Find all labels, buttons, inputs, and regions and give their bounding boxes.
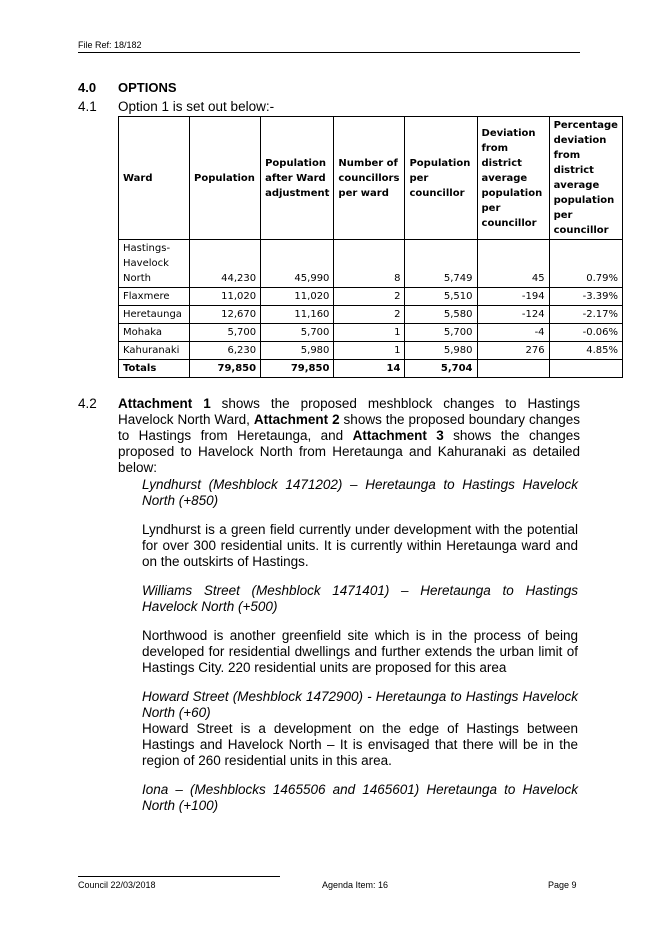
footer-agenda-item: Agenda Item: 16: [322, 880, 389, 890]
deviation-cell: -124: [477, 306, 549, 324]
column-header: Population per councillor: [405, 117, 477, 240]
total-per-councillor: 5,704: [405, 360, 477, 378]
deviation-cell: 276: [477, 342, 549, 360]
paragraph-number: 4.2: [78, 396, 97, 411]
deviation-cell: 45: [477, 240, 549, 288]
ward-cell: [119, 240, 190, 288]
percentage-deviation-cell: -2.17%: [549, 306, 622, 324]
williams-street-body: Northwood is another greenfield site which is in the process of being developed for residential dwellings and further extends the urban limit of Hastings City. 220 residential units are proposed for this area: [142, 628, 578, 675]
population-cell: 44,230: [190, 240, 261, 288]
paragraph-4-1: [78, 99, 274, 114]
table-header-row: [119, 117, 623, 240]
ward-cell: Mohaka: [119, 324, 190, 342]
footer-meeting-date: Council 22/03/2018: [78, 880, 156, 890]
empty-cell: [549, 360, 622, 378]
population-cell: 12,670: [190, 306, 261, 324]
column-header: Number of councillors per ward: [334, 117, 405, 240]
paragraph-number: 4.1: [78, 99, 97, 114]
column-header: Population: [190, 117, 261, 240]
table-row: [119, 240, 623, 288]
population-cell: 6,230: [190, 342, 261, 360]
howard-street-body: Howard Street is a development on the edge of Hastings between Hastings and Havelock North – It is envisaged that there will be in the region of 260 residential units in this area.: [142, 721, 578, 768]
totals-row: [119, 360, 623, 378]
percentage-deviation-cell: -0.06%: [549, 324, 622, 342]
councillors-cell: 1: [334, 324, 405, 342]
deviation-cell: -4: [477, 324, 549, 342]
per-councillor-cell: 5,700: [405, 324, 477, 342]
councillors-cell: 2: [334, 288, 405, 306]
attachment-1-ref: Attachment 1: [118, 396, 211, 411]
howard-street-heading: Howard Street (Meshblock 1472900) - Heretaunga to Hastings Havelock North (+60): [142, 689, 578, 720]
after-adjustment-cell: 11,020: [261, 288, 334, 306]
paragraph-4-2: [78, 396, 580, 476]
percentage-deviation-cell: -3.39%: [549, 288, 622, 306]
ward-name-line: Hastings-: [123, 243, 171, 254]
total-population: 79,850: [190, 360, 261, 378]
table-row: [119, 324, 623, 342]
ward-cell: Flaxmere: [119, 288, 190, 306]
ward-name-line: North: [123, 273, 151, 284]
population-cell: 11,020: [190, 288, 261, 306]
file-reference: File Ref: 18/182: [78, 40, 142, 50]
ward-cell: Heretaunga: [119, 306, 190, 324]
after-adjustment-cell: 45,990: [261, 240, 334, 288]
population-cell: 5,700: [190, 324, 261, 342]
paragraph-text: [118, 396, 580, 476]
attachment-2-ref: Attachment 2: [253, 412, 340, 427]
after-adjustment-cell: 11,160: [261, 306, 334, 324]
percentage-deviation-cell: 0.79%: [549, 240, 622, 288]
after-adjustment-cell: 5,700: [261, 324, 334, 342]
lyndhurst-heading: Lyndhurst (Meshblock 1471202) – Heretaunga to Hastings Havelock North (+850): [142, 477, 578, 508]
total-councillors: 14: [334, 360, 405, 378]
column-header: Percentage deviation from district average population per councillor: [549, 117, 622, 240]
councillors-cell: 8: [334, 240, 405, 288]
empty-cell: [477, 360, 549, 378]
councillors-cell: 1: [334, 342, 405, 360]
attachment-3-ref: Attachment 3: [352, 428, 444, 443]
williams-street-heading: Williams Street (Meshblock 1471401) – Heretaunga to Hastings Havelock North (+500): [142, 583, 578, 614]
paragraph-text: Option 1 is set out below:-: [118, 99, 275, 114]
per-councillor-cell: 5,580: [405, 306, 477, 324]
footer-divider: [78, 876, 280, 877]
per-councillor-cell: 5,510: [405, 288, 477, 306]
footer-page-number: Page 9: [548, 880, 577, 890]
ward-population-table: [118, 116, 623, 378]
paragraph-fragment: shows the proposed boundary changes to Hastings from Heretaunga, and: [118, 412, 581, 443]
per-councillor-cell: 5,749: [405, 240, 477, 288]
ward-name-line: Havelock: [123, 258, 169, 269]
iona-heading: Iona – (Meshblocks 1465506 and 1465601) Heretaunga to Havelock North (+100): [142, 782, 578, 813]
table-row: [119, 342, 623, 360]
per-councillor-cell: 5,980: [405, 342, 477, 360]
column-header: Ward: [119, 117, 190, 240]
section-number: 4.0: [78, 80, 97, 95]
header-divider: [78, 52, 580, 53]
total-after-adjustment: 79,850: [261, 360, 334, 378]
section-title: OPTIONS: [118, 80, 177, 95]
section-heading: [78, 80, 177, 95]
table-row: [119, 306, 623, 324]
after-adjustment-cell: 5,980: [261, 342, 334, 360]
paragraph-fragment: shows the proposed meshblock changes to Hastings Havelock North Ward,: [118, 396, 581, 427]
deviation-cell: -194: [477, 288, 549, 306]
lyndhurst-body: Lyndhurst is a green field currently under development with the potential for over 300 residential units. It is currently within Heretaunga ward and on the outskirts of Hastings.: [142, 522, 578, 569]
column-header: Deviation from district average population per councillor: [477, 117, 549, 240]
councillors-cell: 2: [334, 306, 405, 324]
percentage-deviation-cell: 4.85%: [549, 342, 622, 360]
totals-label: Totals: [119, 360, 190, 378]
table-row: [119, 288, 623, 306]
paragraph-fragment: shows the changes proposed to Havelock North from Heretaunga and Kahuranaki as detailed below:: [118, 428, 581, 475]
ward-cell: Kahuranaki: [119, 342, 190, 360]
column-header: Population after Ward adjustment: [261, 117, 334, 240]
